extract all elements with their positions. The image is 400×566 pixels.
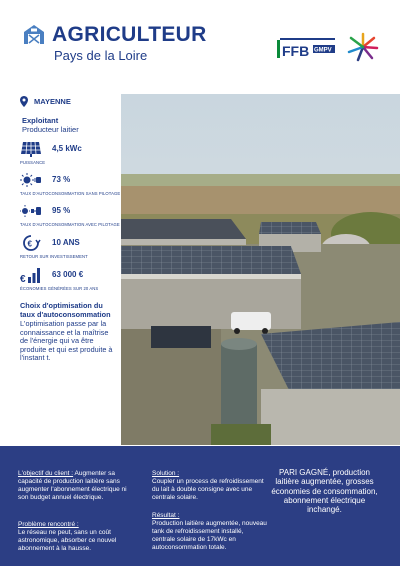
kpi-autoconso-no-control-value: 73 %	[52, 175, 71, 184]
ffb-logo-text: FFB	[282, 43, 310, 59]
svg-text:€: €	[20, 274, 26, 284]
conclusion-text: PARI GAGNÉ, production laitière augmentée, grosses économies de consommation, abonnement électrique inchangé.	[271, 468, 378, 515]
kpi-roi-caption: RETOUR SUR INVESTISSEMENT	[20, 254, 88, 259]
location-pin-icon	[20, 96, 28, 107]
kpi-savings-value: 63 000 €	[52, 270, 84, 279]
objective-label: L'objectif du client :	[18, 470, 74, 477]
ffb-gmpv-logo	[277, 36, 337, 60]
euro-cycle-icon	[20, 234, 42, 252]
svg-text:€: €	[27, 239, 32, 249]
choix-title: Choix d'optimisation du taux d'autoconsommation	[20, 301, 111, 319]
sun-plug-control-icon	[20, 202, 42, 220]
barn-icon	[22, 22, 46, 46]
solution-block	[152, 470, 267, 502]
energy-star-logo	[346, 32, 380, 62]
page-subtitle: Pays de la Loire	[54, 48, 148, 63]
gmpv-logo-text: GMPV	[314, 47, 332, 54]
role-block	[22, 116, 118, 134]
problem-label: Problème rencontré :	[18, 521, 79, 528]
kpi-savings-caption: ÉCONOMIES GÉNÉRÉES SUR 20 ANS	[20, 286, 99, 291]
sun-plug-icon	[20, 171, 42, 189]
role-title: Exploitant	[22, 116, 59, 125]
kpi-roi-value: 10 ANS	[52, 238, 80, 247]
solution-text: Coupler un process de refroidissement du lait à double consigne avec une centrale solaire.	[152, 478, 264, 501]
result-block	[152, 512, 267, 552]
location	[20, 96, 71, 107]
farm-aerial-photo	[121, 94, 400, 445]
choix-text: L'optimisation passe par la connaissance et la maîtrise de l'énergie qui va être produite et qui est produite à l'instant t.	[20, 319, 113, 362]
objective-text: Augmenter sa capacité de production laitière sans augmenter l'abonnement électrique ni son budget annuel électrique.	[18, 470, 127, 501]
result-text: Production laitière augmentée, nouveau tank de refroidissement installé, centrale solaire de 17kWc en autoconsommation totale.	[152, 520, 267, 551]
solution-label: Solution :	[152, 470, 180, 477]
problem-text: Le réseau ne peut, sans un coût astronomique, absorber ce nouvel abonnement à la hausse.	[18, 529, 117, 552]
kpi-autoconso-no-control-caption: TAUX D'AUTOCONSOMMATION SANS PILOTAGE	[20, 191, 121, 196]
objective-block	[18, 470, 133, 502]
header	[0, 0, 400, 94]
role-subtitle: Producteur laitier	[22, 125, 79, 134]
euro-bars-icon	[20, 266, 42, 284]
kpi-autoconso-control-value: 95 %	[52, 206, 71, 215]
page-title: AGRICULTEUR	[52, 23, 207, 46]
kpi-power-caption: PUISSANCE	[20, 160, 46, 165]
problem-block	[18, 521, 133, 553]
solar-panel-icon	[20, 140, 42, 158]
footer-panel	[0, 446, 400, 566]
kpi-power-value: 4,5 kWc	[52, 144, 82, 153]
kpi-autoconso-control-caption: TAUX D'AUTOCONSOMMATION AVEC PILOTAGE	[20, 222, 120, 227]
result-label: Résultat :	[152, 512, 180, 519]
location-label: MAYENNE	[34, 97, 71, 106]
